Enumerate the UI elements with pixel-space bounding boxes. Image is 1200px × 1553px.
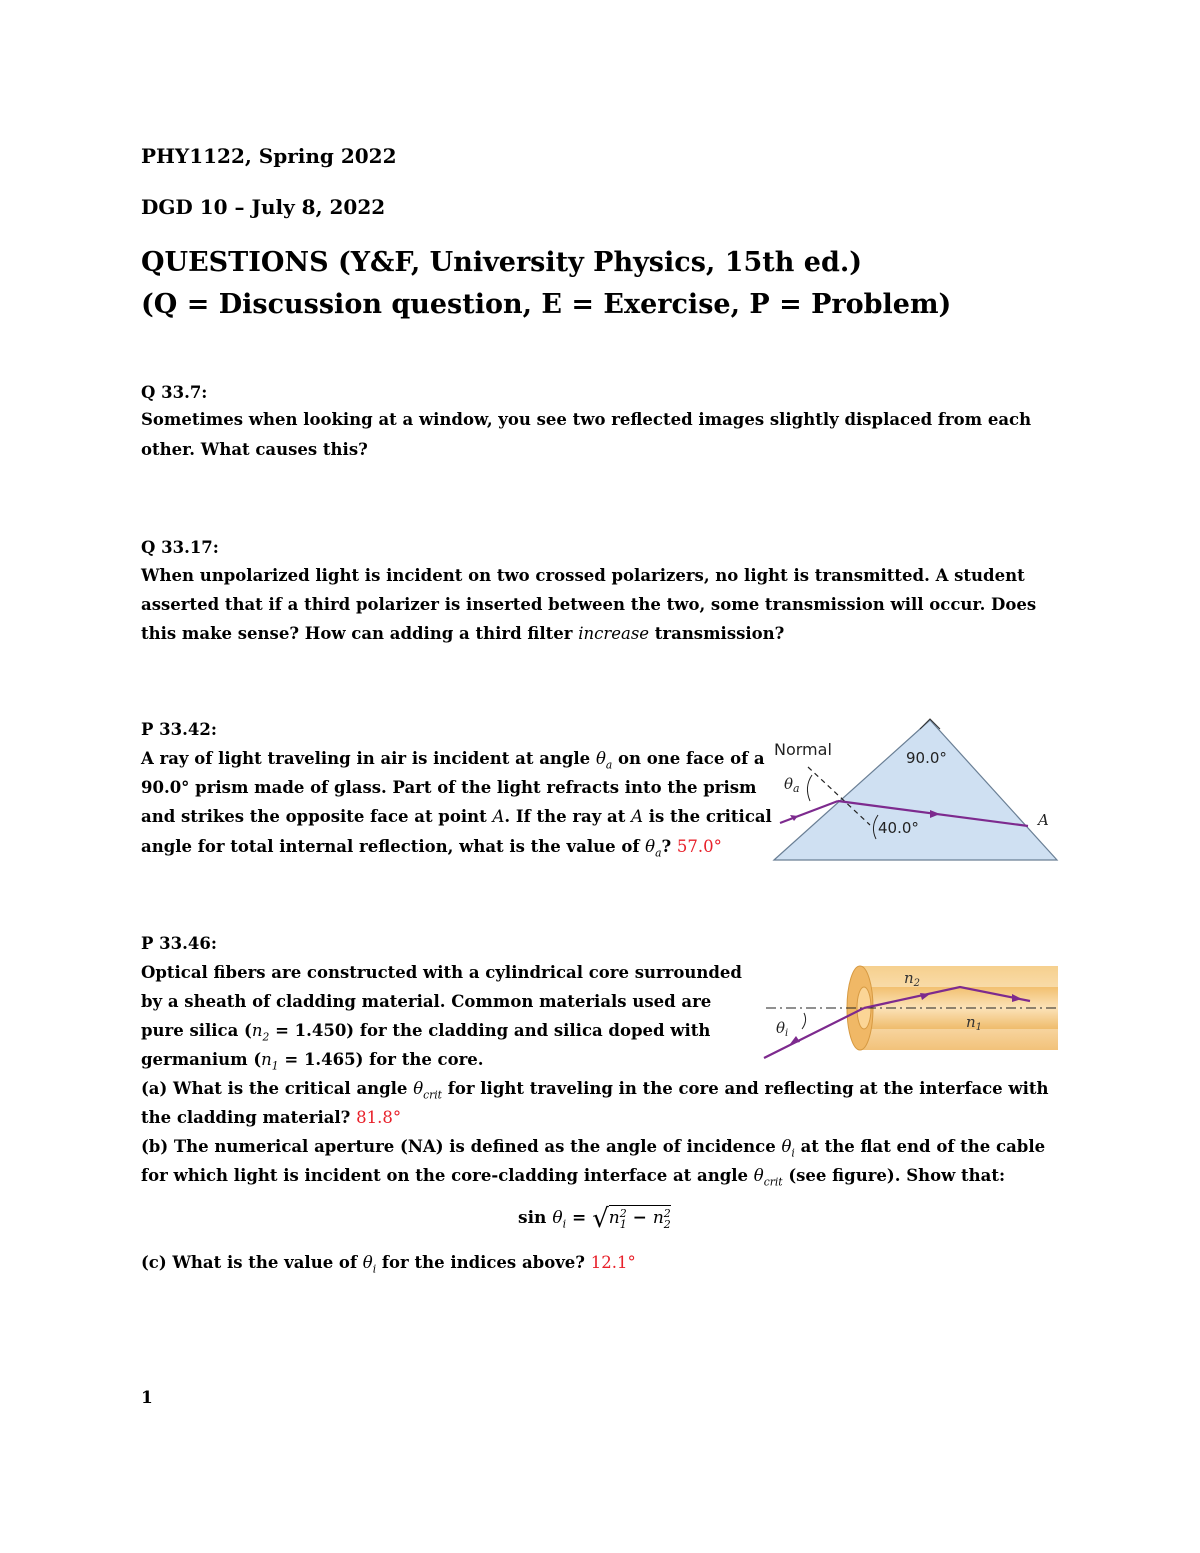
theta-a-label: $\theta_a$ bbox=[784, 775, 800, 795]
course-line: PHY1122, Spring 2022 bbox=[141, 144, 397, 168]
theta-i-label: $\theta_i$ bbox=[776, 1019, 789, 1039]
page-number: 1 bbox=[141, 1388, 153, 1408]
p33-42-text-4: angle for total internal reflection, what is the value of $\theta_a$? 57.0° bbox=[141, 837, 722, 860]
q33-17-text-2: asserted that if a third polarizer is inserted between the two, some transmission will occur. Does bbox=[141, 595, 1037, 614]
q33-17-id: Q 33.17: bbox=[141, 538, 219, 557]
normal-label: Normal bbox=[774, 740, 832, 759]
q33-17-text-3: this make sense? How can adding a third filter increase transmission? bbox=[141, 624, 785, 643]
p33-42-text-3: and strikes the opposite face at point A. If the ray at A is the critical bbox=[141, 807, 772, 826]
p33-46-part-a-2: the cladding material? 81.8° bbox=[141, 1108, 402, 1127]
p33-46-text-3: pure silica $(n_2 = 1.450)$ for the cladding and silica doped with bbox=[141, 1021, 711, 1044]
fiber-figure bbox=[760, 963, 1060, 1063]
n2-label: $n_2$ bbox=[904, 969, 921, 989]
p33-42-id: P 33.42: bbox=[141, 720, 217, 739]
n1-label: $n_1$ bbox=[966, 1013, 983, 1033]
base-angle-label: 40.0° bbox=[878, 819, 919, 837]
q33-7-text-2: other. What causes this? bbox=[141, 440, 368, 459]
point-a-label: A bbox=[1038, 811, 1049, 829]
title-line-1: QUESTIONS (Y&F, University Physics, 15th ed.) bbox=[141, 247, 863, 278]
p33-42-text-2: 90.0° prism made of glass. Part of the light refracts into the prism bbox=[141, 778, 757, 797]
p33-42-answer: 57.0° bbox=[676, 837, 722, 856]
p33-46-text-4: germanium $(n_1 = 1.465)$ for the core. bbox=[141, 1050, 484, 1073]
p33-46-part-a-1: (a) What is the critical angle $\theta_{crit}$ for light traveling in the core and reflecting at the interface with bbox=[141, 1079, 1049, 1102]
dgd-line: DGD 10 – July 8, 2022 bbox=[141, 195, 386, 219]
q33-17-text-1: When unpolarized light is incident on two crossed polarizers, no light is transmitted. A student bbox=[141, 566, 1025, 585]
p33-46-part-b-1: (b) The numerical aperture (NA) is defined as the angle of incidence $\theta_i$ at the flat end of the cable bbox=[141, 1137, 1046, 1160]
p33-46-answer-c: 12.1° bbox=[590, 1253, 636, 1272]
p33-46-part-b-2: for which light is incident on the core-cladding interface at angle $\theta_{crit}$ (see figure). Show that: bbox=[141, 1166, 1006, 1189]
p33-46-id: P 33.46: bbox=[141, 934, 217, 953]
p33-42-text-1: A ray of light traveling in air is incident at angle $\theta_a$ on one face of a bbox=[141, 749, 765, 772]
p33-46-answer-a: 81.8° bbox=[356, 1108, 402, 1127]
apex-angle-label: 90.0° bbox=[906, 749, 947, 767]
p33-46-part-c: (c) What is the value of $\theta_i$ for the indices above? 12.1° bbox=[141, 1253, 636, 1276]
p33-46-text-1: Optical fibers are constructed with a cylindrical core surrounded bbox=[141, 963, 742, 982]
prism-figure bbox=[760, 715, 1060, 865]
na-formula: $\sin \theta_i = √n2$ 1 − n2 2 bbox=[518, 1204, 671, 1234]
q33-7-text-1: Sometimes when looking at a window, you see two reflected images slightly displaced from each bbox=[141, 410, 1032, 429]
title-line-2: (Q = Discussion question, E = Exercise, P = Problem) bbox=[141, 289, 952, 320]
p33-46-text-2: by a sheath of cladding material. Common materials used are bbox=[141, 992, 712, 1011]
q33-7-id: Q 33.7: bbox=[141, 383, 208, 402]
